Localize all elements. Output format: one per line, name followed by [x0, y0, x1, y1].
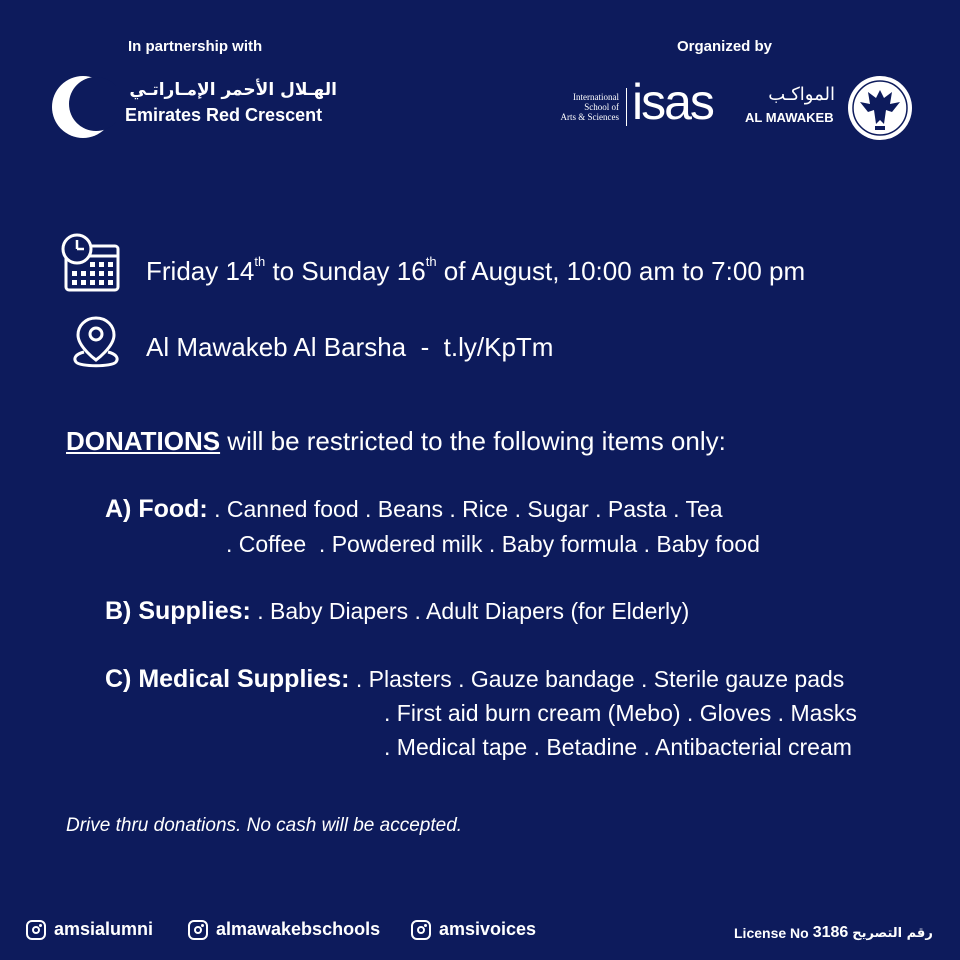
food-line1: . Canned food . Beans . Rice . Sugar . Pasta . Tea	[207, 496, 723, 522]
mawakeb-english-name: AL MAWAKEB	[745, 110, 834, 125]
medical-line2: . First aid burn cream (Mebo) . Gloves . Masks	[384, 700, 857, 726]
social-handle: almawakebschools	[216, 919, 381, 939]
medical-label: C) Medical Supplies:	[105, 665, 350, 693]
instagram-icon	[411, 920, 431, 940]
food-label: A) Food:	[105, 495, 208, 523]
isas-logo-text: isas	[632, 74, 713, 130]
isas-sub-line1: International	[573, 92, 619, 102]
partnership-label: In partnership with	[128, 38, 263, 55]
donations-heading	[66, 426, 726, 457]
social-handle: amsivoices	[439, 919, 537, 939]
medical-row	[105, 665, 844, 694]
eagle-crest-icon	[846, 74, 914, 142]
social-amsialumni[interactable]	[26, 919, 153, 940]
instagram-icon	[26, 920, 46, 940]
erc-arabic-name: الهـلال الأحمر الإمـاراتـي	[129, 80, 337, 100]
erc-english-name: Emirates Red Crescent	[125, 105, 323, 125]
date-part1: Friday 14	[146, 256, 255, 286]
donations-heading-bold: DONATIONS	[66, 426, 221, 456]
location-pin-icon	[70, 314, 122, 372]
isas-divider	[626, 88, 627, 126]
instagram-icon	[188, 920, 208, 940]
date-part3: of August, 10:00 am to 7:00 pm	[436, 256, 806, 286]
cash-note: Drive thru donations. No cash will be accepted.	[66, 815, 463, 836]
supplies-line1: . Baby Diapers . Adult Diapers (for Elderly)	[250, 598, 690, 624]
event-date	[146, 256, 805, 287]
organized-label: Organized by	[677, 38, 773, 55]
license-arabic: رقم التصريح	[852, 925, 933, 941]
date-sup1: th	[254, 254, 266, 269]
license-label: License No	[734, 925, 809, 941]
date-sup2: th	[425, 254, 437, 269]
medical-line1: . Plasters . Gauze bandage . Sterile gauze pads	[349, 666, 845, 692]
event-location: Al Mawakeb Al Barsha - t.ly/KpTm	[146, 332, 554, 362]
isas-subtitle	[557, 92, 619, 122]
crescent-icon	[50, 74, 116, 140]
isas-sub-line3: Arts & Sciences	[560, 112, 619, 122]
license-number: 3186	[812, 924, 849, 941]
isas-sub-line2: School of	[584, 102, 619, 112]
calendar-clock-icon	[60, 232, 122, 294]
food-row	[105, 495, 723, 524]
date-part2: to Sunday 16	[265, 256, 426, 286]
donations-heading-rest: will be restricted to the following items only:	[220, 426, 726, 456]
social-handle: amsialumni	[54, 919, 154, 939]
medical-line3: . Medical tape . Betadine . Antibacterial cream	[384, 734, 852, 760]
social-almawakebschools[interactable]	[188, 919, 380, 940]
mawakeb-arabic-name: المواكـب	[768, 84, 835, 105]
food-line2: . Coffee . Powdered milk . Baby formula . Baby food	[226, 531, 760, 557]
supplies-label: B) Supplies:	[105, 597, 251, 625]
supplies-row	[105, 597, 689, 626]
license	[734, 924, 933, 942]
social-amsivoices[interactable]	[411, 919, 536, 940]
